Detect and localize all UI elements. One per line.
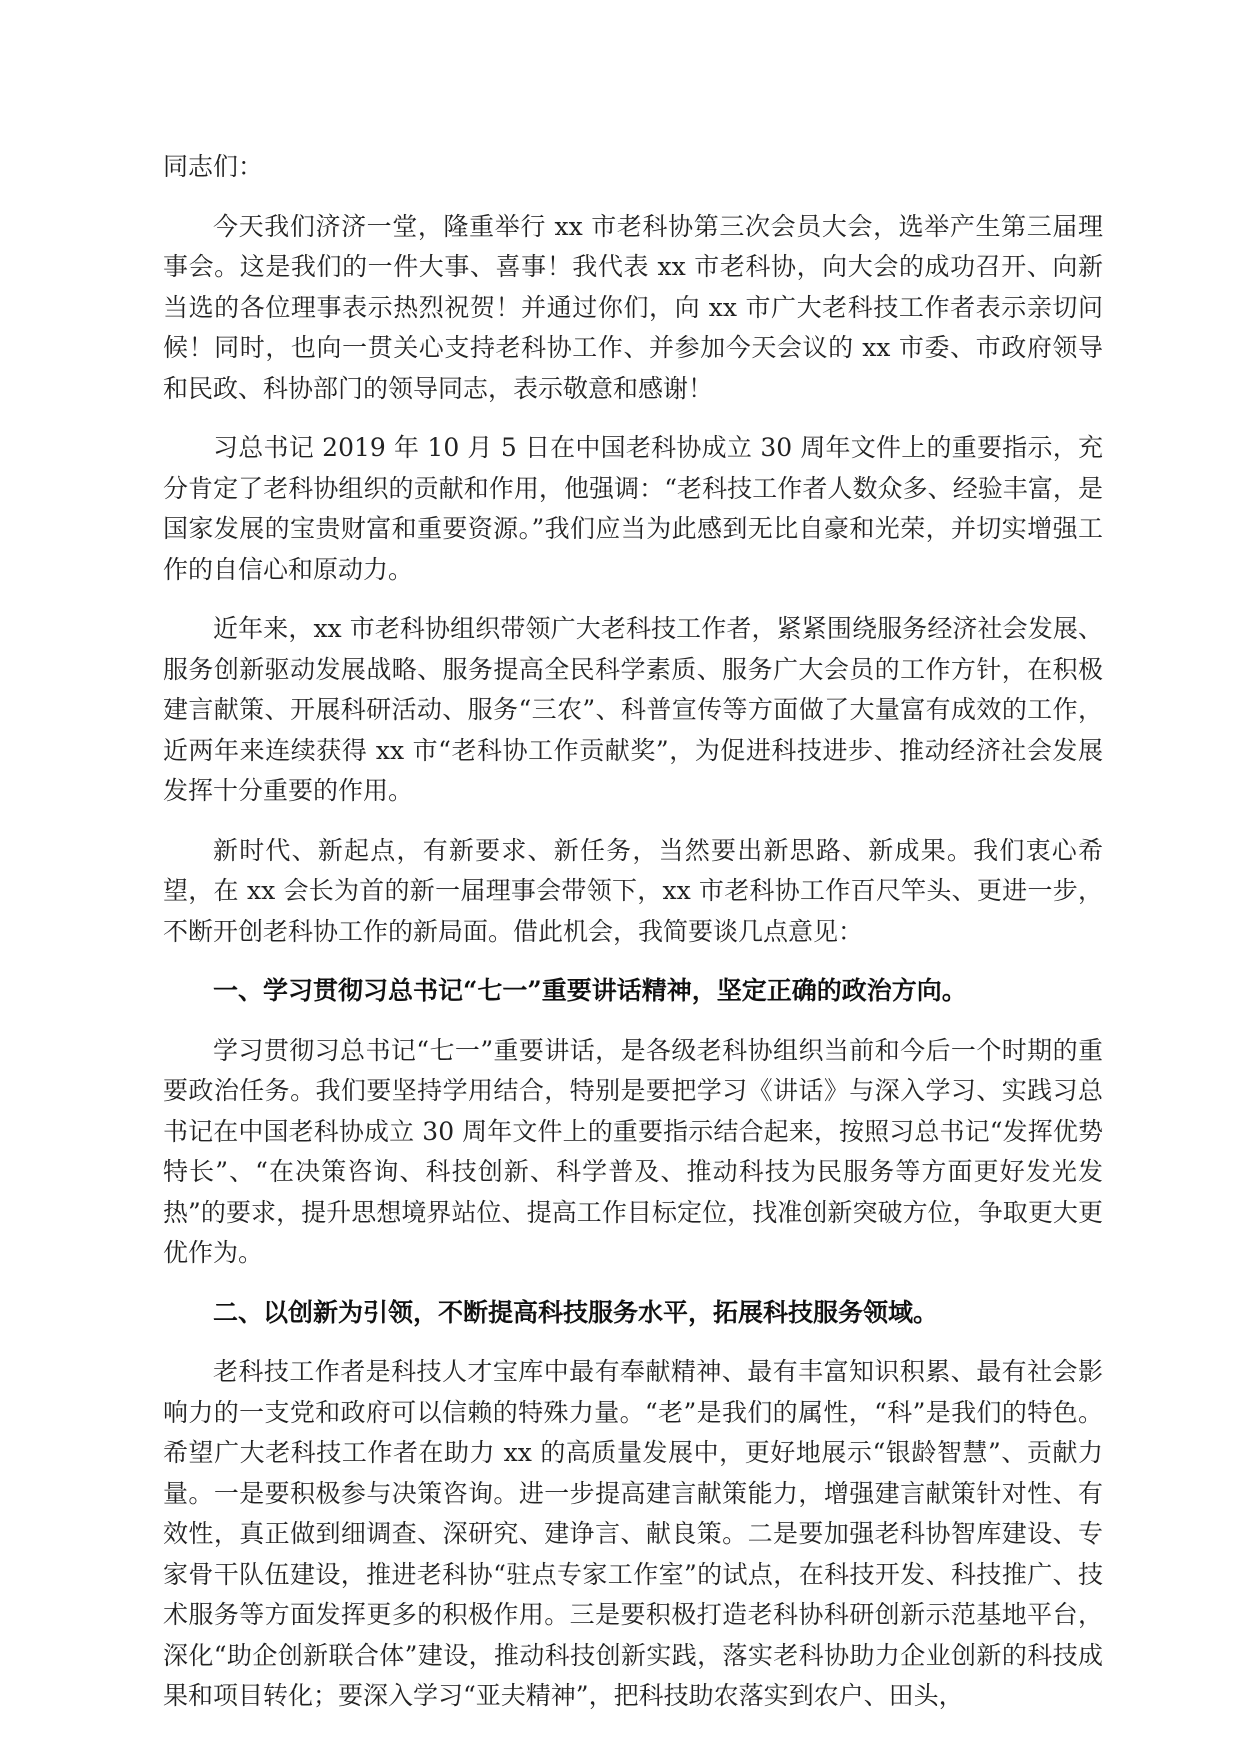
paragraph-achievements: 近年来，xx 市老科协组织带领广大老科技工作者，紧紧围绕服务经济社会发展、服务创新驱动发展战略、服务提高全民科学素质、服务广大会员的工作方针，在积极建言献策、开展科研活动、服务“三农”、科普宣传等方面做了大量富有成效的工作，近两年来连续获得 xx 市“老科协工作贡献奖”，为促进科技进步、推动经济社会发展发挥十分重要的作用。 — [163, 614, 1103, 805]
document-body — [163, 147, 1103, 1736]
section-heading-2: 二、以创新为引领，不断提高科技服务水平，拓展科技服务领域。 — [213, 1297, 939, 1327]
paragraph-instruction: 习总书记 2019 年 10 月 5 日在中国老科协成立 30 周年文件上的重要指示，充分肯定了老科协组织的贡献和作用，他强调：“老科技工作者人数众多、经验丰富，是国家发展的宝贵财富和重要资源。”我们应当为此感到无比自豪和光荣，并切实增强工作的自信心和原动力。 — [163, 433, 1103, 584]
paragraph-opening: 今天我们济济一堂，隆重举行 xx 市老科协第三次会员大会，选举产生第三届理事会。这是我们的一件大事、喜事！我代表 xx 市老科协，向大会的成功召开、向新当选的各位理事表示热烈祝贺！并通过你们，向 xx 市广大老科技工作者表示亲切问候！同时，也向一贯关心支持老科协工作、并参加今天会议的 xx 市委、市政府领导和民政、科协部门的领导同志，表示敬意和感谢！ — [163, 211, 1103, 403]
paragraph-expectations: 新时代、新起点，有新要求、新任务，当然要出新思路、新成果。我们衷心希望，在 xx 会长为首的新一届理事会带领下，xx 市老科协工作百尺竿头、更进一步，不断开创老科协工作的新局面。借此机会，我简要谈几点意见： — [163, 835, 1103, 946]
section-2-paragraph: 老科技工作者是科技人才宝库中最有奉献精神、最有丰富知识积累、最有社会影响力的一支党和政府可以信赖的特殊力量。“老”是我们的属性，“科”是我们的特色。希望广大老科技工作者在助力 xx 的高质量发展中，更好地展示“银龄智慧”、贡献力量。一是要积极参与决策咨询。进一步提高建言献策能力，增强建言献策针对性、有效性，真正做到细调查、深研究、建诤言、献良策。二是要加强老科协智库建设、专家骨干队伍建设，推进老科协“驻点专家工作室”的试点，在科技开发、科技推广、技术服务等方面发挥更多的积极作用。三是要积极打造老科协科研创新示范基地平台，深化“助企创新联合体”建设，推动科技创新实践，落实老科协助力企业创新的科技成果和项目转化；要深入学习“亚夫精神”，把科技助农落实到农户、田头， — [163, 1357, 1103, 1710]
salutation: 同志们： — [163, 152, 264, 181]
section-heading-1: 一、学习贯彻习总书记“七一”重要讲话精神，坚定正确的政治方向。 — [213, 976, 967, 1005]
section-1-paragraph: 学习贯彻习总书记“七一”重要讲话，是各级老科协组织当前和今后一个时期的重要政治任务。我们要坚持学用结合，特别是要把学习《讲话》与深入学习、实践习总书记在中国老科协成立 30 周年文件上的重要指示结合起来，按照习总书记“发挥优势特长”、“在决策咨询、科技创新、科学普及、推动科技为民服务等方面更好发光发热”的要求，提升思想境界站位、提高工作目标定位，找准创新突破方位，争取更大更优作为。 — [163, 1035, 1103, 1267]
